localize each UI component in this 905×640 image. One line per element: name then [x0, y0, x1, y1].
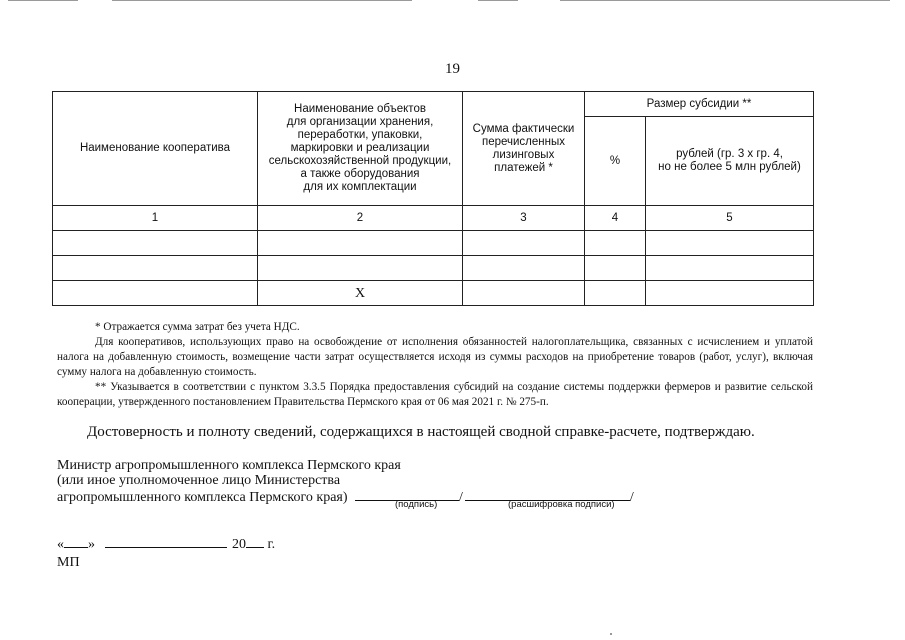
- date-line: [57, 535, 275, 553]
- column-number: 2: [258, 206, 463, 231]
- signatory-block: [57, 458, 634, 505]
- table-cell: [585, 231, 646, 256]
- table-cell: [646, 281, 814, 306]
- subsidy-calculation-table: [52, 91, 814, 306]
- table-cell: [463, 256, 585, 281]
- table-row: [53, 256, 814, 281]
- signatory-line: агропромышленного комплекса Пермского края): [57, 490, 348, 505]
- table-cell: [646, 256, 814, 281]
- stamp-place: МП: [57, 555, 80, 570]
- scan-edge-line: [560, 0, 890, 1]
- header-percent: %: [585, 117, 646, 206]
- column-number: 4: [585, 206, 646, 231]
- slash: /: [629, 490, 634, 505]
- footnotes: [57, 320, 813, 410]
- caption-name: (расшифровка подписи): [508, 499, 615, 510]
- year-prefix: 20: [232, 537, 246, 552]
- column-number-row: [53, 206, 814, 231]
- year-field[interactable]: [246, 535, 264, 548]
- table-row: [53, 231, 814, 256]
- caption-signature: (подпись): [395, 499, 438, 510]
- table-cell: [53, 281, 258, 306]
- day-field[interactable]: [64, 535, 88, 548]
- table-cell: [463, 231, 585, 256]
- column-number: 5: [646, 206, 814, 231]
- month-field[interactable]: [105, 535, 227, 548]
- scan-edge-line: [112, 0, 412, 1]
- header-leasing-payments: Сумма фактически перечисленных лизинговых платежей *: [463, 92, 585, 206]
- header-cooperative-name: Наименование кооператива: [53, 92, 258, 206]
- column-number: 3: [463, 206, 585, 231]
- header-objects: Наименование объектов для организации хранения, переработки, упаковки, маркировки и реализации сельскохозяйственной продукции, а также оборудования для их комплектации: [258, 92, 463, 206]
- footnote-procedure: ** Указывается в соответствии с пунктом 3.3.5 Порядка предоставления субсидий на создание системы поддержки фермеров и развитие сельской кооперации, утвержденного постановлением Правительства Пермского края от 06 мая 2021 г. № 275-п.: [57, 381, 813, 408]
- close-quote: »: [88, 537, 95, 552]
- header-subsidy-group: Размер субсидии **: [585, 92, 814, 117]
- table-cell: [585, 281, 646, 306]
- signatory-line: (или иное уполномоченное лицо Министерства: [57, 473, 341, 488]
- year-suffix: г.: [267, 537, 276, 552]
- table-cell: [53, 256, 258, 281]
- column-number: 1: [53, 206, 258, 231]
- table-cell: [258, 256, 463, 281]
- table-cell: [463, 281, 585, 306]
- slash: /: [459, 490, 463, 505]
- scan-edge-line: [8, 0, 78, 1]
- table-cell: [646, 231, 814, 256]
- footnote-vat: * Отражается сумма затрат без учета НДС.: [95, 321, 300, 333]
- table-row-total: [53, 281, 814, 306]
- table-cell: [258, 231, 463, 256]
- x-mark-cell: Х: [258, 281, 463, 306]
- confirmation-statement: Достоверность и полноту сведений, содержащихся в настоящей сводной справке-расчете, подтверждаю.: [87, 424, 755, 440]
- scan-edge-line: [478, 0, 518, 1]
- page-number: 19: [445, 61, 460, 77]
- footnote-cooperatives: Для кооперативов, использующих право на освобождение от исполнения обязанностей налогоплательщика, связанных с исчислением и уплатой налога на добавленную стоимость, возмещение части затрат осуществляется исходя из суммы расходов на приобретение товаров (работ, услуг), включая сумму налога на добавленную стоимость.: [57, 336, 813, 378]
- header-rubles: рублей (гр. 3 х гр. 4, но не более 5 млн рублей): [646, 117, 814, 206]
- open-quote: «: [57, 537, 64, 552]
- table-cell: [53, 231, 258, 256]
- signatory-line: Министр агропромышленного комплекса Пермского края: [57, 458, 401, 473]
- scan-speck: [610, 633, 612, 635]
- table-cell: [585, 256, 646, 281]
